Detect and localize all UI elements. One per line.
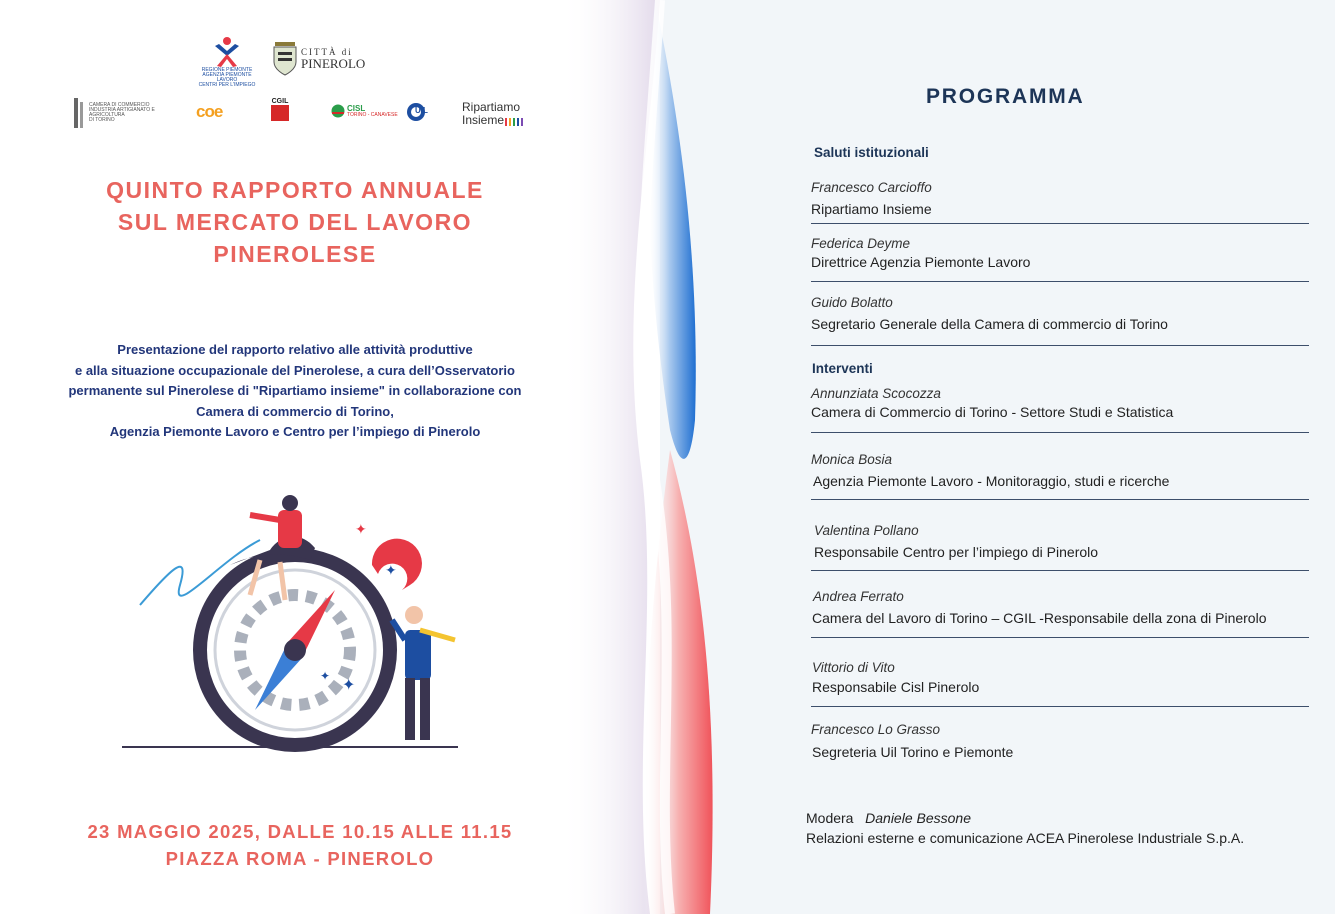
divider	[811, 499, 1309, 500]
cisl-logo	[331, 104, 398, 118]
speaker-role: Agenzia Piemonte Lavoro - Monitoraggio, studi e ricerche	[813, 473, 1170, 489]
event-date-place	[50, 818, 550, 872]
regione-piemonte-logo	[196, 36, 258, 88]
insieme-label: Insieme	[462, 113, 505, 127]
event-place: PIAZZA ROMA - PINEROLO	[165, 848, 435, 869]
speaker-item	[811, 179, 1309, 218]
speaker-item	[811, 659, 1309, 696]
speaker-role: Segretario Generale della Camera di commercio di Torino	[811, 316, 1168, 332]
ripartiamo-insieme-logo	[462, 101, 524, 127]
speaker-name: Vittorio di Vito	[812, 660, 895, 675]
moderator-role: Relazioni esterne e comunicazione ACEA Pinerolese Industriale S.p.A.	[806, 830, 1245, 846]
speaker-role: Responsabile Cisl Pinerolo	[812, 679, 980, 695]
speaker-role: Ripartiamo Insieme	[811, 201, 932, 217]
speaker-item	[811, 235, 1309, 271]
description-line-3: permanente sul Pinerolese di "Ripartiamo insieme" in collaborazione con	[68, 383, 522, 398]
section-saluti: Saluti istituzionali	[814, 145, 929, 160]
description-line-4: Camera di commercio di Torino,	[196, 403, 394, 419]
speaker-name: Federica Deyme	[811, 236, 911, 251]
speaker-name: Monica Bosia	[811, 452, 893, 467]
cisl-circle-icon	[331, 104, 345, 118]
ripartiamo-label: Ripartiamo	[462, 100, 521, 114]
cgil-flag-icon	[271, 105, 289, 121]
cisl-label: CISL	[347, 103, 366, 113]
svg-text:✦: ✦	[385, 563, 397, 579]
divider	[811, 706, 1309, 707]
cgil-logo	[271, 98, 289, 121]
camera-commercio-logo	[73, 98, 164, 128]
speaker-name: Francesco Lo Grasso	[811, 722, 941, 737]
speaker-role: Camera del Lavoro di Torino – CGIL -Responsabile della zona di Pinerolo	[812, 610, 1267, 626]
moderator-block	[806, 808, 1244, 848]
speaker-role: Direttrice Agenzia Piemonte Lavoro	[811, 254, 1031, 270]
title-line-1: QUINTO RAPPORTO ANNUALE	[106, 177, 484, 203]
speaker-role: Segreteria Uil Torino e Piemonte	[812, 744, 1014, 760]
regione-figure-icon	[211, 36, 243, 68]
speaker-item	[811, 721, 1309, 761]
speaker-role: Camera di Commercio di Torino - Settore Studi e Statistica	[811, 404, 1174, 420]
section-interventi: Interventi	[812, 361, 873, 376]
decorative-wave	[560, 0, 760, 914]
coe-label: coe	[196, 102, 223, 121]
regione-line-2: AGENZIA PIEMONTE LAVORO	[202, 72, 252, 83]
description-line-1: Presentazione del rapporto relativo alle attività produttive	[117, 342, 473, 357]
speaker-item	[811, 522, 1309, 561]
speaker-item	[811, 588, 1309, 627]
pinerolo-label: PINEROLO	[301, 56, 366, 71]
svg-text:✦: ✦	[342, 675, 356, 694]
camera-line-1: CAMERA DI COMMERCIO	[89, 102, 150, 108]
cisl-sublabel: TORINO - CANAVESE	[347, 111, 398, 118]
pinerolo-crest-icon	[272, 40, 298, 76]
regione-line-3: CENTRI PER L'IMPIEGO	[198, 82, 256, 88]
divider	[811, 570, 1309, 571]
svg-text:✦: ✦	[320, 669, 331, 683]
speaker-name: Valentina Pollano	[814, 523, 919, 538]
uil-label: UIL	[415, 106, 428, 115]
divider	[811, 223, 1309, 224]
uil-logo	[406, 102, 434, 122]
coe-logo	[196, 102, 222, 122]
camera-line-3: DI TORINO	[89, 117, 115, 123]
citta-label: CITTÀ di	[301, 47, 353, 57]
speaker-item	[811, 385, 1309, 421]
moderator-name: Daniele Bessone	[865, 810, 971, 826]
report-description	[50, 340, 540, 443]
speaker-name: Francesco Carcioffo	[811, 180, 932, 195]
camera-column-icon	[73, 98, 87, 128]
description-line-5: Agenzia Piemonte Lavoro e Centro per l’impiego di Pinerolo	[109, 424, 481, 439]
speaker-item	[811, 294, 1309, 333]
speaker-name: Annunziata Scocozza	[811, 386, 941, 401]
svg-text:✦: ✦	[355, 522, 367, 538]
event-date: 23 MAGGIO 2025, DALLE 10.15 ALLE 11.15	[87, 821, 513, 842]
report-title	[60, 174, 530, 270]
people-bars-icon	[504, 116, 524, 126]
cgil-label: CGIL	[271, 98, 289, 105]
speaker-role: Responsabile Centro per l’impiego di Pinerolo	[814, 544, 1099, 560]
divider	[811, 345, 1309, 346]
title-line-3: PINEROLESE	[213, 241, 377, 267]
regione-line-1: REGIONE PIEMONTE	[201, 67, 253, 73]
description-line-2: e alla situazione occupazionale del Pinerolese, a cura dell’Osservatorio	[74, 362, 515, 378]
divider	[811, 432, 1309, 433]
compass-people-illustration	[110, 490, 470, 755]
speaker-name: Guido Bolatto	[811, 295, 893, 310]
speaker-item	[811, 451, 1309, 490]
speaker-name: Andrea Ferrato	[813, 589, 904, 604]
camera-line-2: INDUSTRIA ARTIGIANATO E AGRICOLTURA	[89, 107, 155, 118]
citta-pinerolo-logo	[272, 40, 365, 76]
divider	[811, 281, 1309, 282]
moderator-label: Modera	[806, 810, 854, 826]
title-line-2: SUL MERCATO DEL LAVORO	[117, 209, 473, 235]
divider	[811, 637, 1309, 638]
program-title: PROGRAMMA	[926, 85, 1085, 108]
